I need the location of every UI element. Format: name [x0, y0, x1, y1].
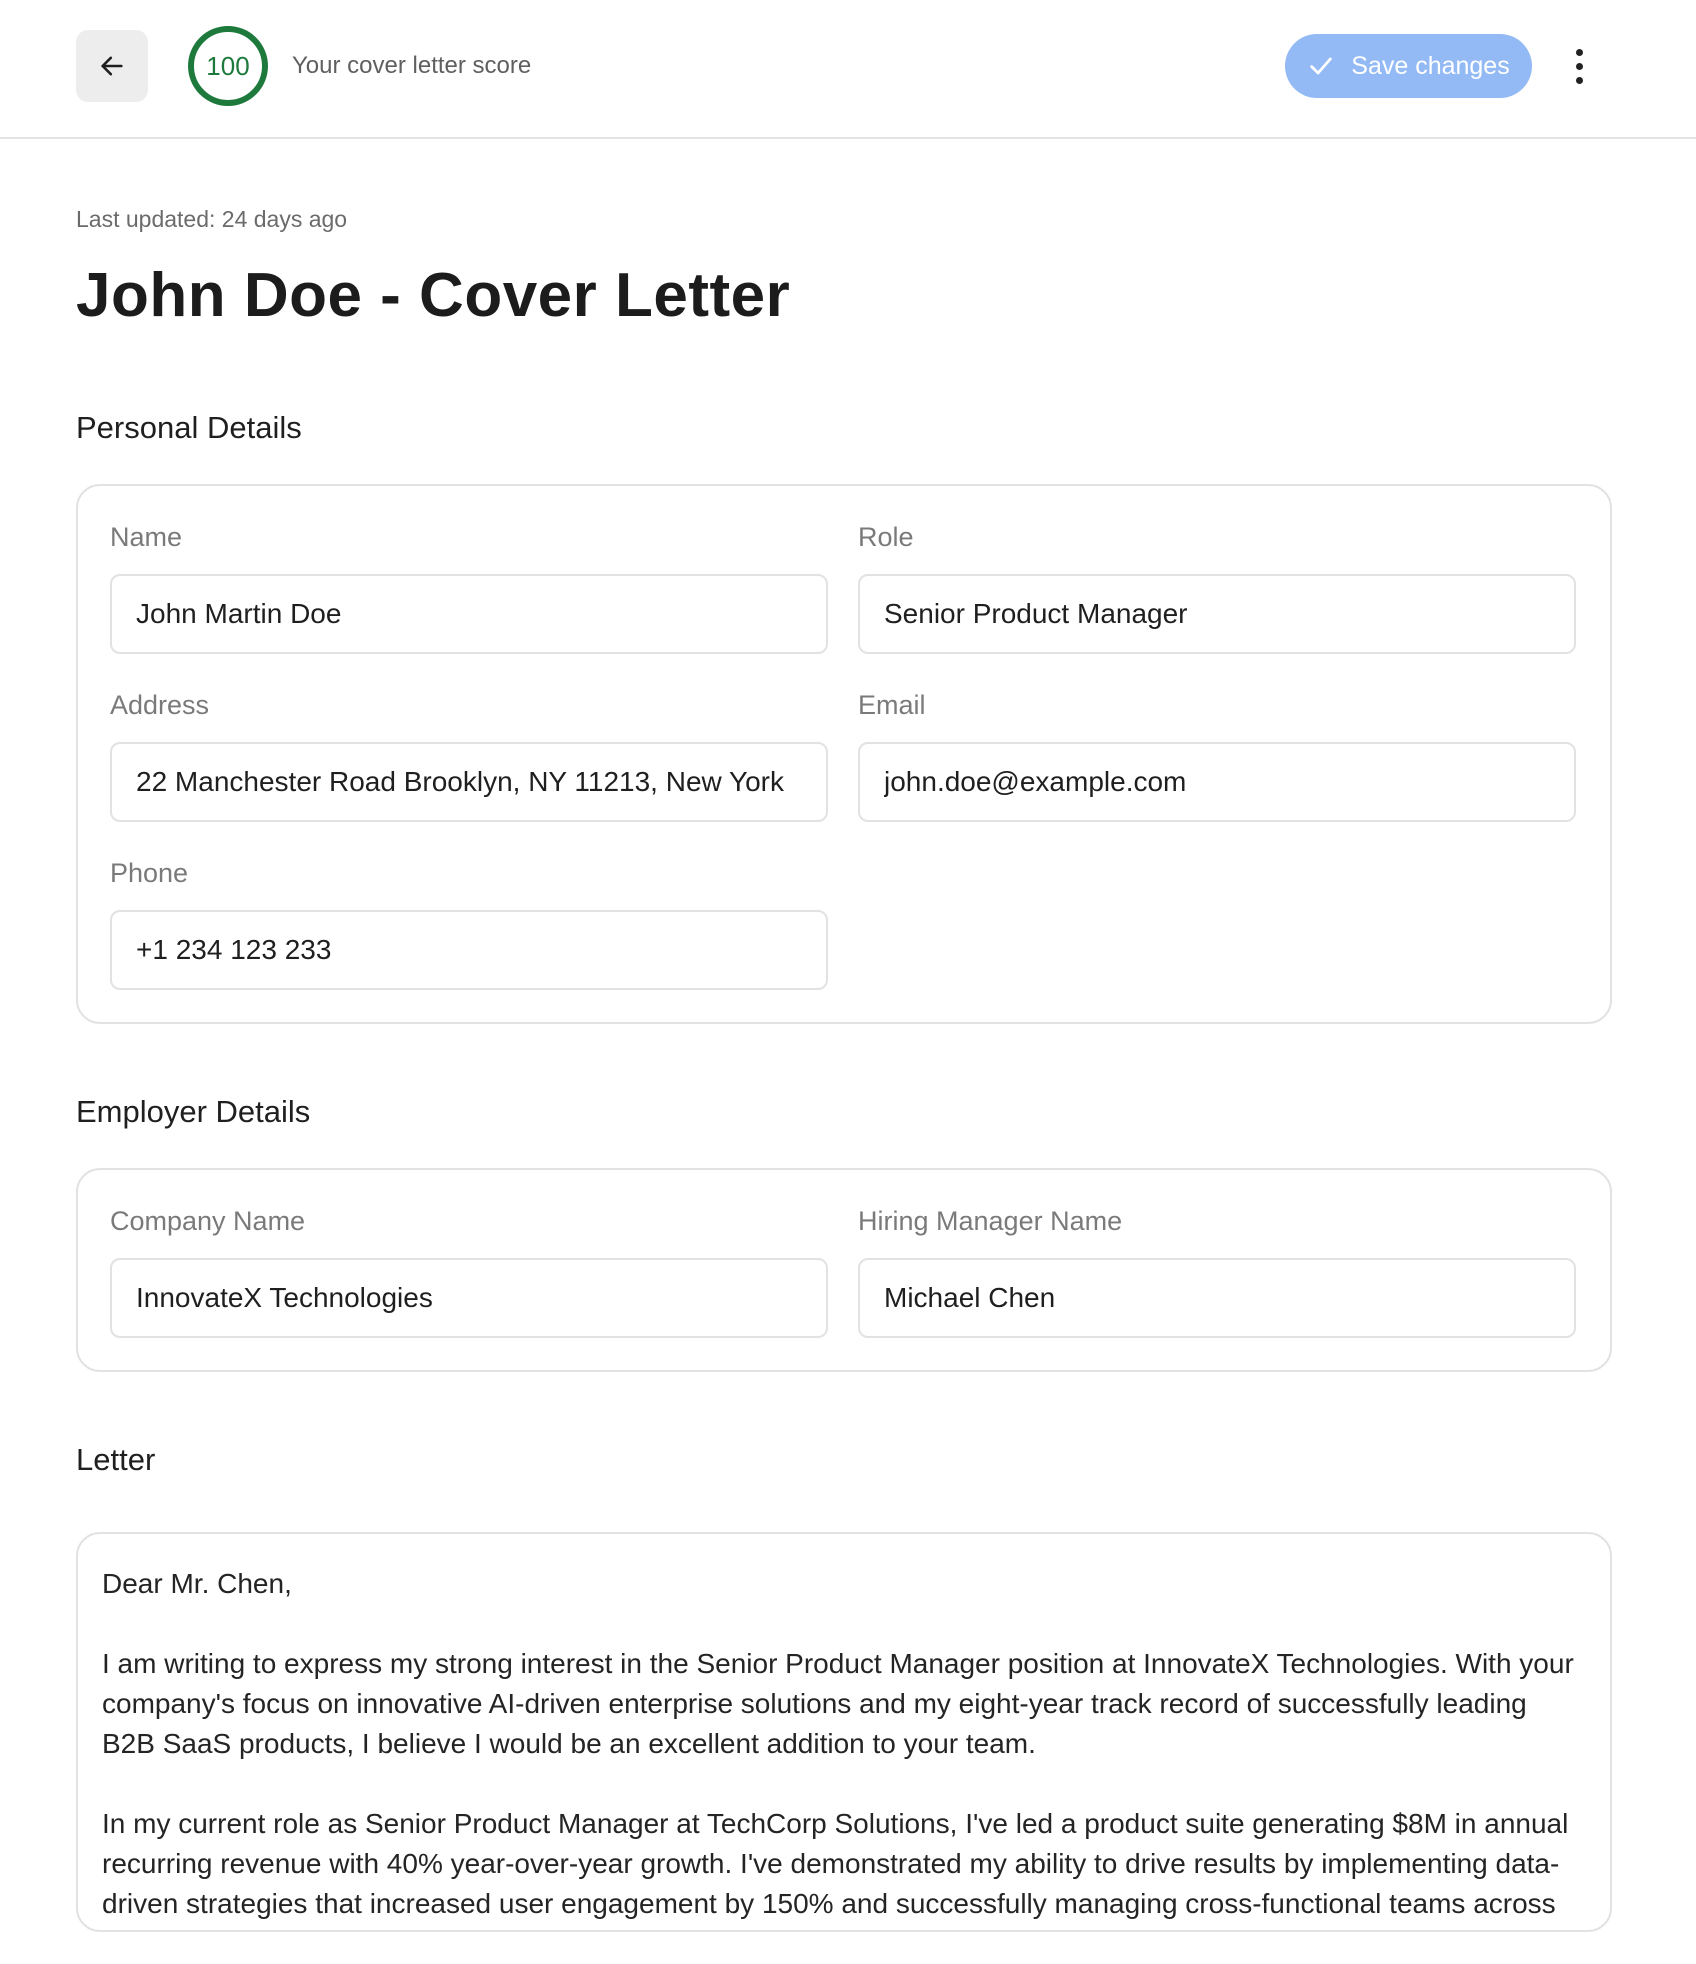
- employer-details-heading: Employer Details: [76, 1094, 311, 1129]
- phone-label: Phone: [110, 858, 189, 888]
- letter-paragraph: In my current role as Senior Product Manager at TechCorp Solutions, I've led a product suite generating $8M in annual recurring revenue with 40% year-over-year growth. I've demonstrated my ability to drive results by implementing data-driven strategies that increased user engagement by 150% and successfully managing cross-functional teams across: [102, 1808, 1569, 1919]
- personal-details-heading: Personal Details: [76, 410, 302, 445]
- arrow-left-icon: [98, 52, 126, 80]
- letter-heading: Letter: [76, 1442, 156, 1477]
- top-bar: [0, 0, 1696, 139]
- letter-paragraph: I am writing to express my strong interest in the Senior Product Manager position at InnovateX Technologies. With your company's focus on innovative AI-driven enterprise solutions and my eight-year track record of successfully leading B2B SaaS products, I believe I would be an excellent addition to your team.: [102, 1648, 1574, 1759]
- address-field[interactable]: [110, 742, 828, 822]
- hiring-manager-label: Hiring Manager Name: [858, 1206, 1123, 1236]
- score-badge: [188, 26, 268, 106]
- more-vertical-icon: [1576, 49, 1583, 56]
- personal-details-card: [76, 484, 1612, 1024]
- phone-field[interactable]: [110, 910, 828, 990]
- score-value: 100: [206, 50, 250, 81]
- role-field[interactable]: [858, 574, 1576, 654]
- letter-body[interactable]: [102, 1564, 1582, 1964]
- more-options-button[interactable]: [1560, 44, 1598, 88]
- save-button[interactable]: [1285, 34, 1532, 98]
- last-updated-text: Last updated: 24 days ago: [76, 206, 348, 232]
- address-label: Address: [110, 690, 210, 720]
- email-label: Email: [858, 690, 926, 720]
- hiring-manager-field[interactable]: [858, 1258, 1576, 1338]
- name-field[interactable]: [110, 574, 828, 654]
- save-button-label: Save changes: [1351, 51, 1510, 80]
- name-label: Name: [110, 522, 183, 552]
- page-title: John Doe - Cover Letter: [76, 261, 791, 330]
- letter-editor[interactable]: [76, 1532, 1612, 1932]
- email-field[interactable]: [858, 742, 1576, 822]
- role-label: Role: [858, 522, 914, 552]
- score-label: Your cover letter score: [292, 52, 532, 79]
- check-icon: [1307, 52, 1335, 80]
- back-button[interactable]: [76, 30, 148, 102]
- employer-details-card: [76, 1168, 1612, 1372]
- letter-paragraph: Dear Mr. Chen,: [102, 1568, 292, 1599]
- company-name-label: Company Name: [110, 1206, 306, 1236]
- company-name-field[interactable]: [110, 1258, 828, 1338]
